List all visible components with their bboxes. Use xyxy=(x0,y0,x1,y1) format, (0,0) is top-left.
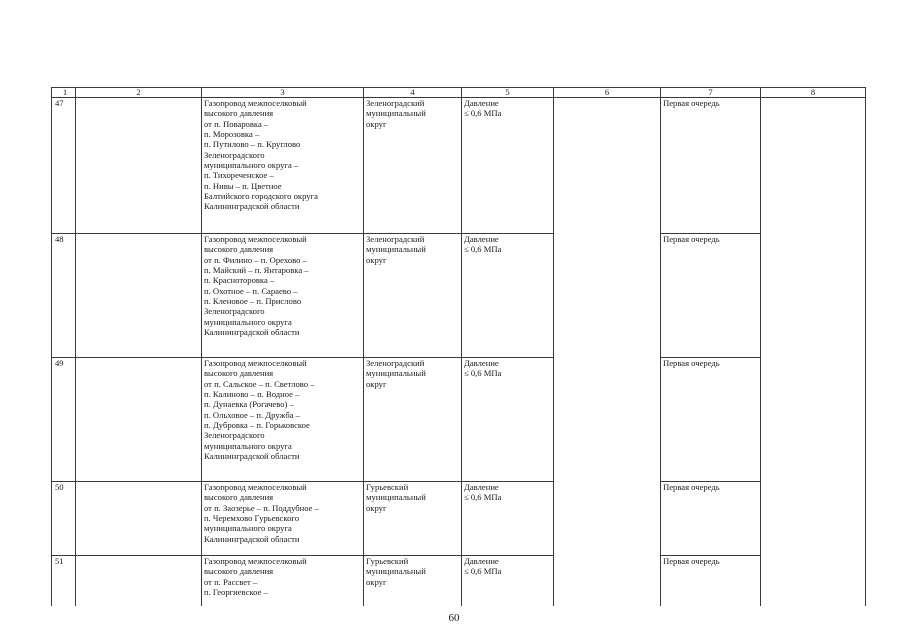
pressure-cell: Давление ≤ 0,6 МПа xyxy=(462,482,554,556)
stage-cell: Первая очередь xyxy=(661,234,761,358)
empty-cell xyxy=(76,358,202,482)
empty-cell xyxy=(554,556,661,606)
column-header: 3 xyxy=(202,88,364,98)
empty-cell xyxy=(761,482,866,556)
infrastructure-table xyxy=(51,87,866,606)
district-cell: Зеленоградский муниципальный округ xyxy=(364,234,462,358)
object-name-cell: Газопровод межпоселковый высокого давления от п. Филино – п. Орехово – п. Майский – п. Янтаровка – п. Красноторовка – п. Охотное – п. Сараево – п. Кленовое – п. Прислово Зеленоградского муниципального округа Калининградской области xyxy=(202,234,364,358)
district-cell: Гурьевский муниципальный округ xyxy=(364,482,462,556)
object-name-cell: Газопровод межпоселковый высокого давления от п. Рассвет – п. Георгиевское – xyxy=(202,556,364,606)
stage-cell: Первая очередь xyxy=(661,482,761,556)
column-header: 2 xyxy=(76,88,202,98)
empty-cell xyxy=(554,234,661,358)
table-row xyxy=(52,98,866,234)
empty-cell xyxy=(76,482,202,556)
column-header: 1 xyxy=(52,88,76,98)
column-header: 5 xyxy=(462,88,554,98)
table-row xyxy=(52,556,866,606)
district-cell: Зеленоградский муниципальный округ xyxy=(364,98,462,234)
object-name-cell: Газопровод межпоселковый высокого давления от п. Поваровка – п. Морозовка – п. Путилово – п. Круглово Зеленоградского муниципального округа – п. Тихореченское – п. Нивы – п. Цветное Балтийского городского округа Калининградской области xyxy=(202,98,364,234)
empty-cell xyxy=(554,482,661,556)
empty-cell xyxy=(761,234,866,358)
district-cell: Гурьевский муниципальный округ xyxy=(364,556,462,606)
column-header: 6 xyxy=(554,88,661,98)
column-header: 4 xyxy=(364,88,462,98)
row-number: 47 xyxy=(52,98,76,234)
empty-cell xyxy=(761,358,866,482)
column-header: 7 xyxy=(661,88,761,98)
column-header: 8 xyxy=(761,88,866,98)
empty-cell xyxy=(761,98,866,234)
empty-cell xyxy=(554,358,661,482)
object-name-cell: Газопровод межпоселковый высокого давления от п. Заозерье – п. Поддубное – п. Черемхово Гурьевского муниципального округа Калининградской области xyxy=(202,482,364,556)
stage-cell: Первая очередь xyxy=(661,556,761,606)
table-header-row xyxy=(52,88,866,98)
empty-cell xyxy=(761,556,866,606)
row-number: 49 xyxy=(52,358,76,482)
table-row xyxy=(52,482,866,556)
table-row xyxy=(52,358,866,482)
stage-cell: Первая очередь xyxy=(661,358,761,482)
row-number: 51 xyxy=(52,556,76,606)
stage-cell: Первая очередь xyxy=(661,98,761,234)
pressure-cell: Давление ≤ 0,6 МПа xyxy=(462,98,554,234)
row-number: 50 xyxy=(52,482,76,556)
pressure-cell: Давление ≤ 0,6 МПа xyxy=(462,358,554,482)
empty-cell xyxy=(76,98,202,234)
pressure-cell: Давление ≤ 0,6 МПа xyxy=(462,556,554,606)
pressure-cell: Давление ≤ 0,6 МПа xyxy=(462,234,554,358)
empty-cell xyxy=(76,556,202,606)
page-number: 60 xyxy=(448,612,460,624)
empty-cell xyxy=(554,98,661,234)
object-name-cell: Газопровод межпоселковый высокого давления от п. Сальское – п. Светлово – п. Калиново – п. Водное – п. Дунаевка (Рогачево) – п. Ольховое – п. Дружба – п. Дубровка – п. Горьковское Зеленоградского муниципального округа Калининградской области xyxy=(202,358,364,482)
empty-cell xyxy=(76,234,202,358)
district-cell: Зеленоградский муниципальный округ xyxy=(364,358,462,482)
table-row xyxy=(52,234,866,358)
row-number: 48 xyxy=(52,234,76,358)
